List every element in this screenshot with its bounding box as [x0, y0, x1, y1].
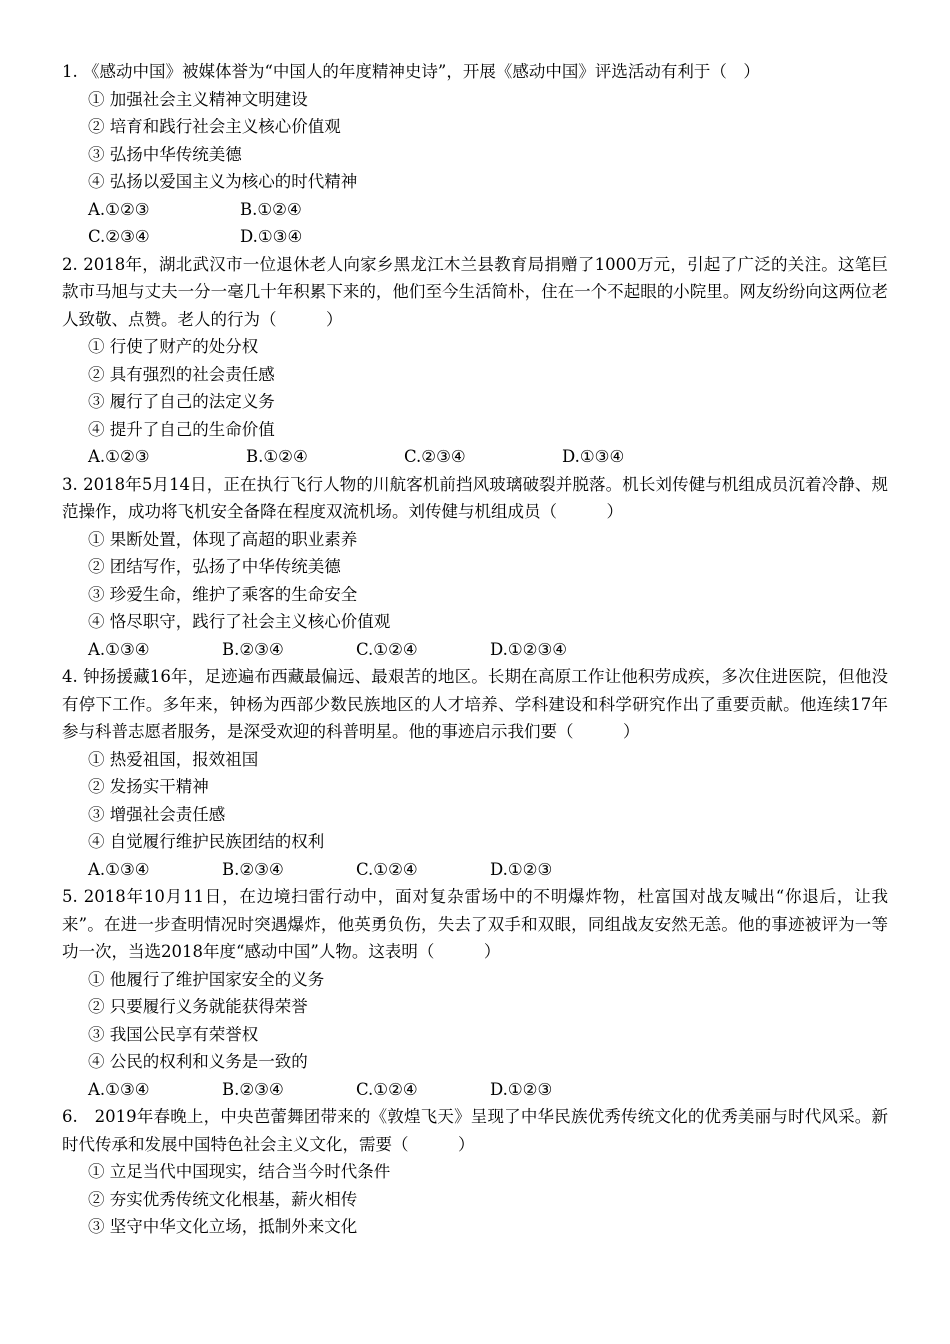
question-stem: 2. 2018年，湖北武汉市一位退休老人向家乡黑龙江木兰县教育局捐赠了1000万元，引起了广泛的关注。这笔巨款市马旭与丈夫一分一毫几十年积累下来的，他们至今生活简朴，住在一个不起眼的小院里。网友纷纷向这两位老人致敬、点赞。老人的行为（ ）: [62, 254, 888, 329]
question-3: [62, 471, 888, 664]
choice-d: D.①③④: [240, 227, 303, 246]
choice-b: B.②③④: [222, 859, 284, 879]
option-4: ④ 提升了自己的生命价值: [88, 419, 275, 439]
question-stem: 5. 2018年10月11日，在边境扫雷行动中，面对复杂雷场中的不明爆炸物，杜富国对战友喊出“你退后，让我来”。在进一步查明情况时突遇爆炸，他英勇负伤，失去了双手和双眼，同组战友安然无恙。他的事迹被评为一等功一次，当选2018年度“感动中国”人物。这表明（ ）: [62, 887, 888, 961]
option-2: ② 团结写作，弘扬了中华传统美德: [88, 557, 341, 576]
option-2: ② 夯实优秀传统文化根基，薪火相传: [88, 1189, 358, 1209]
choice-a: A.①③④: [88, 859, 150, 879]
question-stem: 4. 钟扬援藏16年，足迹遍布西藏最偏远、最艰苦的地区。长期在高原工作让他积劳成疾，多次住进医院，但他没有停下工作。多年来，钟杨为西部少数民族地区的人才培养、学科建设和科学研究作出了重要贡献。他连续17年参与科普志愿者服务，是深受欢迎的科普明星。他的事迹启示我们要（ ）: [62, 667, 888, 741]
option-1: ① 热爱祖国，报效祖国: [88, 749, 259, 769]
choice-d: D.①②③: [490, 1079, 553, 1099]
option-2: ② 培育和践行社会主义核心价值观: [88, 117, 341, 136]
question-stem: 3. 2018年5月14日，正在执行飞行人物的川航客机前挡风玻璃破裂并脱落。机长刘传健与机组成员沉着冷静、规范操作，成功将飞机安全备降在程度双流机场。刘传健与机组成员（ ）: [62, 474, 888, 521]
answer-choices: [88, 636, 888, 664]
choice-c: C.②③④: [404, 447, 466, 466]
choice-b: B.①②④: [240, 199, 302, 219]
option-3: ③ 我国公民享有荣誉权: [88, 1024, 259, 1044]
choice-c: C.①②④: [356, 859, 418, 879]
option-1: ① 立足当代中国现实，结合当今时代条件: [88, 1162, 391, 1181]
question-5: [62, 883, 888, 1103]
option-4: ④ 恪尽职守，践行了社会主义核心价值观: [88, 612, 391, 631]
option-4: ④ 自觉履行维护民族团结的权利: [88, 832, 325, 851]
choice-a: A.①②③: [88, 199, 150, 219]
choice-b: B.①②④: [246, 447, 308, 466]
question-stem: 1. 《感动中国》被媒体誉为“中国人的年度精神史诗”，开展《感动中国》评选活动有利于（ ）: [62, 62, 760, 81]
answer-choices: [88, 443, 888, 471]
option-3: ③ 增强社会责任感: [88, 804, 226, 824]
choice-d: D.①②③: [490, 859, 553, 879]
option-2: ② 具有强烈的社会责任感: [88, 364, 275, 384]
option-3: ③ 珍爱生命，维护了乘客的生命安全: [88, 584, 358, 604]
answer-choices: [88, 196, 888, 224]
choice-c: C.①②④: [356, 1079, 418, 1099]
choice-d: D.①②③④: [490, 639, 568, 659]
question-stem: 6. 2019年春晚上，中央芭蕾舞团带来的《敦煌飞天》呈现了中华民族优秀传统文化的优秀美丽与时代风采。新时代传承和发展中国特色社会主义文化，需要（ ）: [62, 1107, 888, 1154]
answer-choices: [88, 856, 888, 884]
choice-a: A.①③④: [88, 639, 150, 659]
option-4: ④ 公民的权利和义务是一致的: [88, 1052, 308, 1071]
question-4: [62, 663, 888, 883]
option-1: ① 果断处置，体现了高超的职业素养: [88, 529, 358, 549]
answer-choices: [88, 1076, 888, 1104]
option-3: ③ 履行了自己的法定义务: [88, 392, 275, 411]
option-4: ④ 弘扬以爱国主义为核心的时代精神: [88, 172, 358, 191]
option-2: ② 发扬实干精神: [88, 777, 209, 796]
option-3: ③ 坚守中华文化立场，抵制外来文化: [88, 1217, 358, 1236]
option-1: ① 他履行了维护国家安全的义务: [88, 969, 325, 989]
option-1: ① 加强社会主义精神文明建设: [88, 89, 308, 109]
choice-b: B.②③④: [222, 1079, 284, 1099]
option-2: ② 只要履行义务就能获得荣誉: [88, 997, 308, 1016]
choice-c: C.①②④: [356, 639, 418, 659]
choice-a: A.①②③: [88, 447, 150, 466]
choice-b: B.②③④: [222, 639, 284, 659]
answer-choices: [88, 223, 888, 251]
question-2: [62, 251, 888, 471]
choice-a: A.①③④: [88, 1079, 150, 1099]
choice-c: C.②③④: [88, 227, 150, 246]
question-1: [62, 58, 888, 251]
option-3: ③ 弘扬中华传统美德: [88, 144, 242, 164]
question-6: [62, 1103, 888, 1241]
choice-d: D.①③④: [562, 447, 625, 466]
option-1: ① 行使了财产的处分权: [88, 337, 259, 356]
